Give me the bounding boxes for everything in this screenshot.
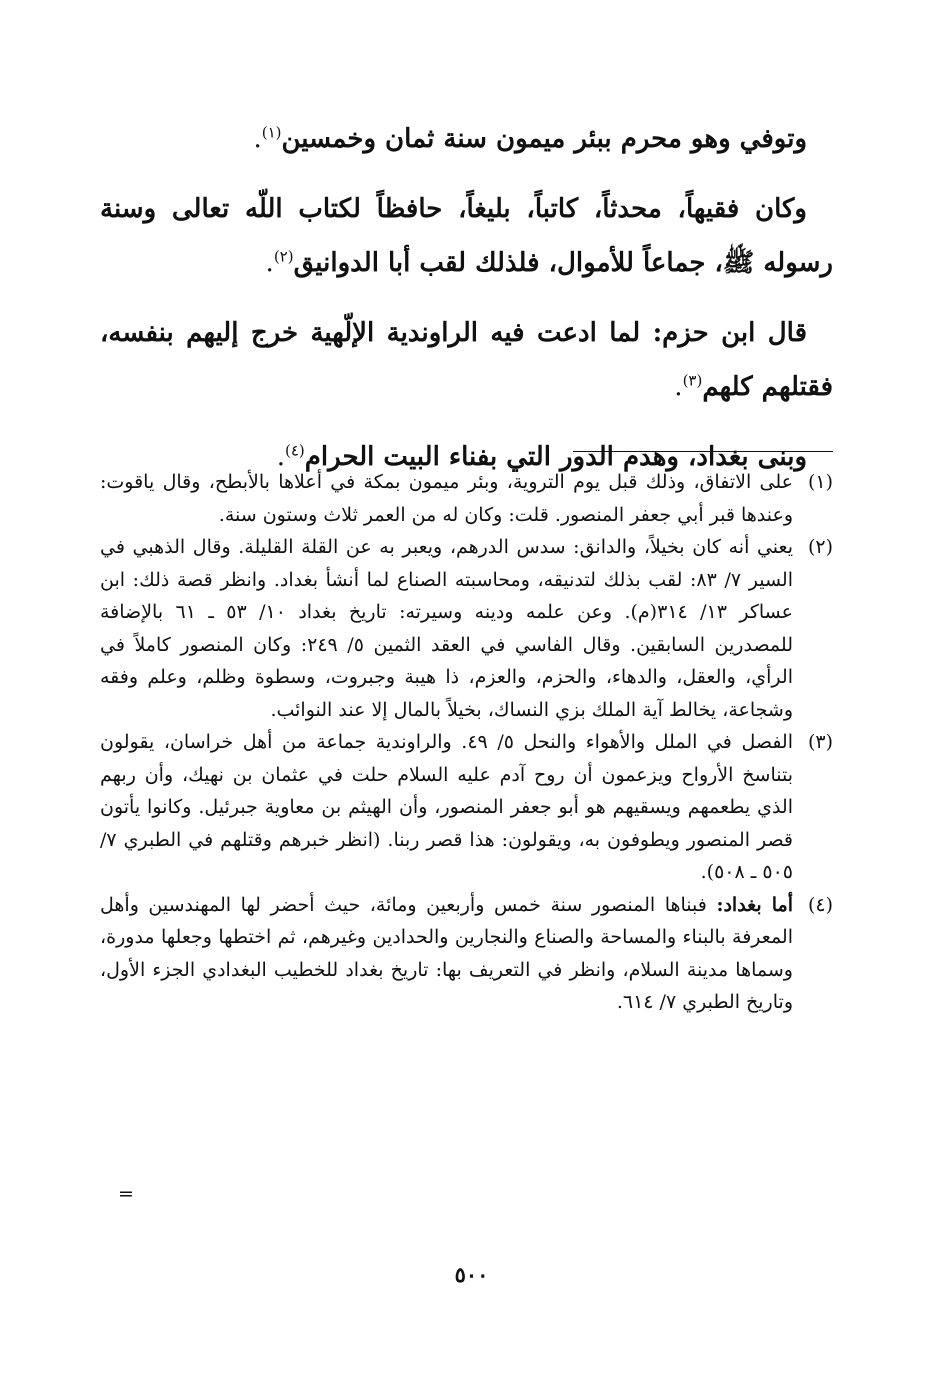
- paragraph-end: .: [276, 442, 285, 472]
- paragraph-end: .: [674, 372, 683, 402]
- footnote-2: [100, 531, 833, 726]
- footnote-ref: (٤): [285, 441, 305, 460]
- paragraph-text: وبنى بغداد، وهدم الدور التي بفناء البيت الحرام: [304, 442, 807, 472]
- continuation-mark: =: [118, 1183, 134, 1205]
- footnote-number: (١): [807, 471, 833, 493]
- footnote-4: [100, 889, 833, 1019]
- footnote-text: الفصل في الملل والأهواء والنحل ٥/ ٤٩. والراوندية جماعة من أهل خراسان، يقولون بتناسخ الأرواح ويزعمون أن روح آدم عليه السلام حلت في عثمان بن نهيك، وأن ربهم الذي يطعمهم ويسقيهم هو أبو جعفر المنصور، وأن الهيثم بن معاوية جبرئيل. وكانوا يأتون قصر المنصور ويطوفون به، ويقولون: هذا قصر ربنا. (انظر خبرهم وقتلهم في الطبري ٧/ ٥٠٥ ـ ٥٠٨).: [100, 731, 793, 883]
- main-paragraph-2: [100, 182, 833, 290]
- footnote-label: أما بغداد:: [716, 893, 794, 916]
- main-paragraph-3: [100, 306, 833, 414]
- footnote-text: فبناها المنصور سنة خمس وأربعين ومائة، حيث أحضر لها المهندسين وأهل المعرفة بالبناء والمساحة والصناع والنجارين والحدادين وغيرهم، ثم اختطها وجعلها مدورة، وسماها مدينة السلام، وانظر في التعريف بها: تاريخ بغداد للخطيب البغدادي الجزء الأول، وتاريخ الطبري ٧/ ٦١٤.: [100, 893, 793, 1013]
- paragraph-end: .: [253, 124, 262, 154]
- footnote-text: يعني أنه كان بخيلاً، والدانق: سدس الدرهم، ويعبر به عن القلة القليلة. وقال الذهبي في السير ٧/ ٨٣: لقب بذلك لتدنيقه، ومحاسبته الصناع لما أنشأ بغداد. وانظر قصة ذلك: ابن عساكر ١٣/ ٣١٤(م). وعن علمه ودينه وسيرته: تاريخ بغداد ١٠/ ٥٣ ـ ٦١ بالإضافة للمصدرين السابقين. وقال الفاسي في العقد الثمين ٥/ ٢٤٩: وكان المنصور كاملاً في الرأي، والعقل، والدهاء، والحزم، والعزم، ذا هيبة وجبروت، وسطوة وظلم، وعلم وفقه وشجاعة، يخالط آية الملك بزي النساك، بخيلاً بالمال إلا عند النوائب.: [100, 536, 793, 721]
- paragraph-text: وتوفي وهو محرم ببئر ميمون سنة ثمان وخمسين: [281, 124, 807, 154]
- paragraph-end: .: [265, 248, 274, 278]
- footnote-number: (٢): [807, 536, 833, 558]
- page-number: ٥٠٠: [454, 1262, 489, 1287]
- footnote-ref: (٢): [273, 247, 294, 266]
- footnote-1: [100, 466, 833, 531]
- footnote-3: [100, 726, 833, 889]
- footnote-number: (٣): [807, 731, 833, 753]
- main-text: [100, 112, 833, 500]
- footnote-separator: [573, 451, 833, 452]
- paragraph-text: لما ادعت فيه الراوندية الإلّهية خرج إليهم بنفسه، فقتلهم كلهم: [100, 318, 833, 402]
- paragraph-lead: قال ابن حزم:: [652, 318, 807, 348]
- footnote-ref: (١): [261, 123, 282, 142]
- footnote-text: على الاتفاق، وذلك قبل يوم التروية، وبئر ميمون بمكة في أعلاها بالأبطح، وقال ياقوت: وعندها قبر أبي جعفر المنصور. قلت: وكان له من العمر ثلاث وستون سنة.: [100, 471, 793, 526]
- paragraph-text: وكان فقيهاً، محدثاً، كاتباً، بليغاً، حافظاً لكتاب اللّه تعالى وسنة رسوله ﷺ، جماعاً للأموال، فلذلك لقب أبا الدوانيق: [100, 194, 833, 278]
- footnote-ref: (٣): [682, 371, 703, 390]
- main-paragraph-1: [100, 112, 833, 166]
- footnotes: [100, 466, 833, 1019]
- footnote-number: (٤): [807, 893, 833, 916]
